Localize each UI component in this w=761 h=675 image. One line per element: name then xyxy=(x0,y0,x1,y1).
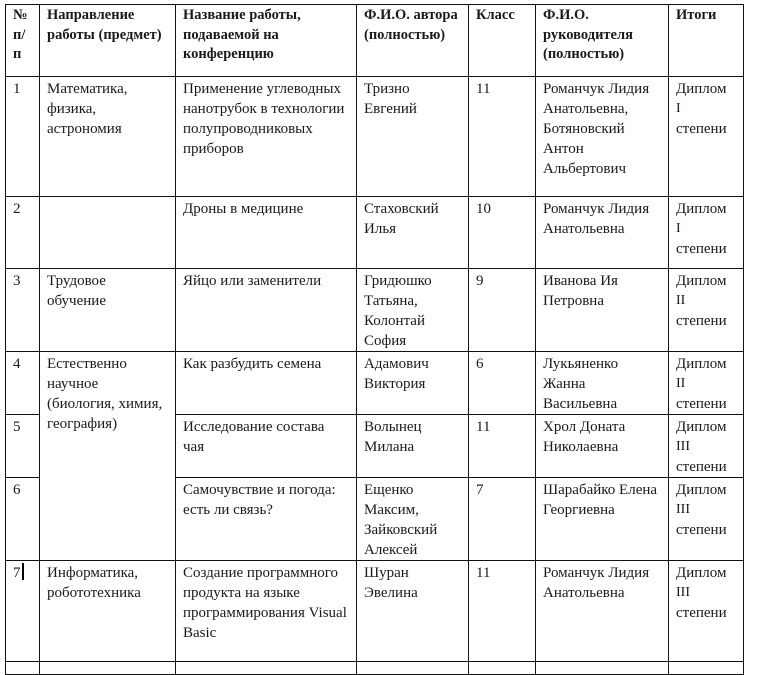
table-row xyxy=(6,197,744,269)
row-num: 2 xyxy=(6,197,40,269)
row-title: Применение углеводных нанотрубок в технологии полупроводниковых приборов xyxy=(176,77,357,197)
table-row xyxy=(6,77,744,197)
row-num: 4 xyxy=(6,352,40,415)
row-num xyxy=(6,561,40,662)
row-num: 6 xyxy=(6,478,40,561)
row-result xyxy=(669,415,744,478)
result-word: Диплом xyxy=(676,419,727,435)
result-suffix: степени xyxy=(676,396,727,412)
result-degree: I xyxy=(676,101,681,116)
row-grade: 11 xyxy=(469,561,536,662)
row-result xyxy=(669,269,744,352)
row-direction: Математика, физика, астрономия xyxy=(40,77,176,197)
row-author: Волынец Милана xyxy=(357,415,469,478)
row-title: Яйцо или заменители xyxy=(176,269,357,352)
result-word: Диплом xyxy=(676,565,727,581)
empty-cell xyxy=(176,662,357,675)
row-title: Самочувствие и погода: есть ли связь? xyxy=(176,478,357,561)
result-word: Диплом xyxy=(676,356,727,372)
empty-cell xyxy=(469,662,536,675)
row-author: Тризно Евгений xyxy=(357,77,469,197)
header-row xyxy=(6,5,744,77)
row-direction: Информатика, робототехника xyxy=(40,561,176,662)
row-num-text: 7 xyxy=(13,565,21,581)
result-suffix: степени xyxy=(676,121,727,137)
header-grade: Класс xyxy=(469,5,536,77)
row-grade: 10 xyxy=(469,197,536,269)
row-supervisor: Романчук Лидия Анатольевна xyxy=(536,561,669,662)
table-row xyxy=(6,352,744,415)
empty-cell xyxy=(536,662,669,675)
header-num-line-3: п xyxy=(13,46,22,62)
header-num xyxy=(6,5,40,77)
result-word: Диплом xyxy=(676,81,727,97)
row-supervisor: Хрол Доната Николаевна xyxy=(536,415,669,478)
header-title: Название работы, подаваемой на конференцию xyxy=(176,5,357,77)
row-supervisor: Лукьяненко Жанна Васильевна xyxy=(536,352,669,415)
result-word: Диплом xyxy=(676,201,727,217)
table-row xyxy=(6,561,744,662)
result-suffix: степени xyxy=(676,313,727,329)
header-result: Итоги xyxy=(669,5,744,77)
row-num: 3 xyxy=(6,269,40,352)
row-result xyxy=(669,352,744,415)
row-title: Как разбудить семена xyxy=(176,352,357,415)
row-grade: 6 xyxy=(469,352,536,415)
row-result xyxy=(669,77,744,197)
empty-cell xyxy=(357,662,469,675)
row-direction: Естественно научное (биология, химия, география) xyxy=(40,352,176,561)
empty-cell xyxy=(40,662,176,675)
conference-results-table xyxy=(5,4,744,675)
result-word: Диплом xyxy=(676,273,727,289)
row-grade: 11 xyxy=(469,415,536,478)
row-title: Исследование состава чая xyxy=(176,415,357,478)
empty-cell xyxy=(669,662,744,675)
row-supervisor: Романчук Лидия Анатольевна, Ботяновский Антон Альбертович xyxy=(536,77,669,197)
result-degree: II xyxy=(676,293,686,308)
empty-cell xyxy=(6,662,40,675)
row-author: Стаховский Илья xyxy=(357,197,469,269)
row-title: Создание программного продукта на языке программирования Visual Basic xyxy=(176,561,357,662)
header-num-line-1: № xyxy=(13,7,28,23)
header-supervisor: Ф.И.О. руководителя (полностью) xyxy=(536,5,669,77)
result-degree: I xyxy=(676,221,681,236)
row-supervisor: Шарабайко Елена Георгиевна xyxy=(536,478,669,561)
row-num: 5 xyxy=(6,415,40,478)
table-row-partial xyxy=(6,662,744,675)
row-author: Ещенко Максим, Зайковский Алексей xyxy=(357,478,469,561)
row-direction: Трудовое обучение xyxy=(40,269,176,352)
row-author: Адамович Виктория xyxy=(357,352,469,415)
row-author: Шуран Эвелина xyxy=(357,561,469,662)
header-direction: Направление работы (предмет) xyxy=(40,5,176,77)
row-result xyxy=(669,197,744,269)
header-num-line-2: п/ xyxy=(13,26,26,43)
result-suffix: степени xyxy=(676,605,727,621)
result-degree: III xyxy=(676,502,690,517)
row-supervisor: Иванова Ия Петровна xyxy=(536,269,669,352)
row-direction xyxy=(40,197,176,269)
header-author: Ф.И.О. автора (полностью) xyxy=(357,5,469,77)
result-suffix: степени xyxy=(676,459,727,475)
result-degree: III xyxy=(676,439,690,454)
row-result xyxy=(669,561,744,662)
row-result xyxy=(669,478,744,561)
result-suffix: степени xyxy=(676,522,727,538)
text-cursor xyxy=(22,563,24,580)
row-supervisor: Романчук Лидия Анатольевна xyxy=(536,197,669,269)
row-grade: 7 xyxy=(469,478,536,561)
result-word: Диплом xyxy=(676,482,727,498)
row-author: Гридюшко Татьяна, Колонтай София xyxy=(357,269,469,352)
row-grade: 9 xyxy=(469,269,536,352)
row-grade: 11 xyxy=(469,77,536,197)
result-degree: II xyxy=(676,376,686,391)
row-title: Дроны в медицине xyxy=(176,197,357,269)
row-num: 1 xyxy=(6,77,40,197)
table-row xyxy=(6,269,744,352)
result-degree: III xyxy=(676,585,690,600)
result-suffix: степени xyxy=(676,241,727,257)
